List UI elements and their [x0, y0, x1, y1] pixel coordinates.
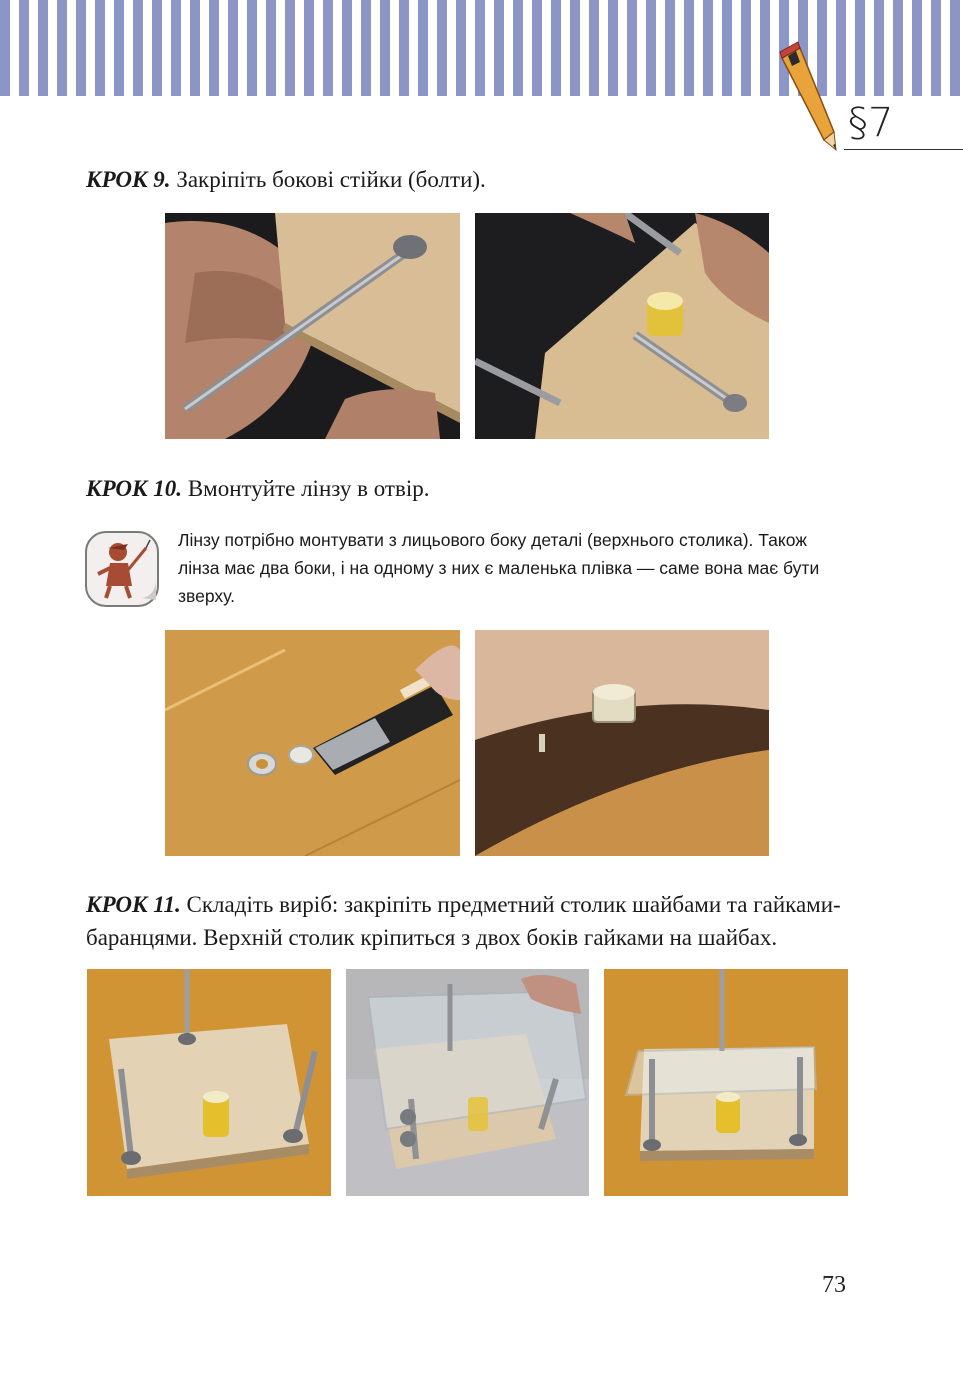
photo-assembly-base [87, 969, 331, 1196]
step-9-heading [86, 163, 486, 196]
photo-assembly-top-table [346, 969, 589, 1196]
step-11-text: Складіть виріб: закріпіть предметний столик шайбами та гайками-баранцями. Верхній столик кріпиться з двох боків гайками на шайбах. [86, 892, 841, 950]
step-10-heading [86, 472, 429, 505]
step-11-label: КРОК 11. [86, 892, 181, 917]
photo-bolts-mounted [475, 213, 769, 439]
step-11-heading [86, 888, 856, 954]
note-text: Лінзу потрібно монтувати з лицьового боку деталі (верхнього столика). Також лінза має два боки, і на одному з них є маленька плівка — саме вона має бути зверху. [178, 530, 820, 606]
photo-lens-pressing [165, 630, 460, 856]
step-10-label: КРОК 10. [86, 476, 183, 501]
step-9-text: Закріпіть бокові стійки (болти). [170, 167, 486, 192]
photo-assembly-finished [604, 969, 848, 1196]
pencil-icon [778, 40, 848, 152]
page-number: 73 [822, 1272, 846, 1298]
step-10-text: Вмонтуйте лінзу в отвір. [182, 476, 430, 501]
teacher-pointer-icon [84, 530, 160, 608]
step-9-label: КРОК 9. [86, 167, 171, 192]
section-number: §7 [844, 100, 963, 150]
photo-lens-mounted [475, 630, 769, 856]
photo-bolt-insert [165, 213, 460, 439]
